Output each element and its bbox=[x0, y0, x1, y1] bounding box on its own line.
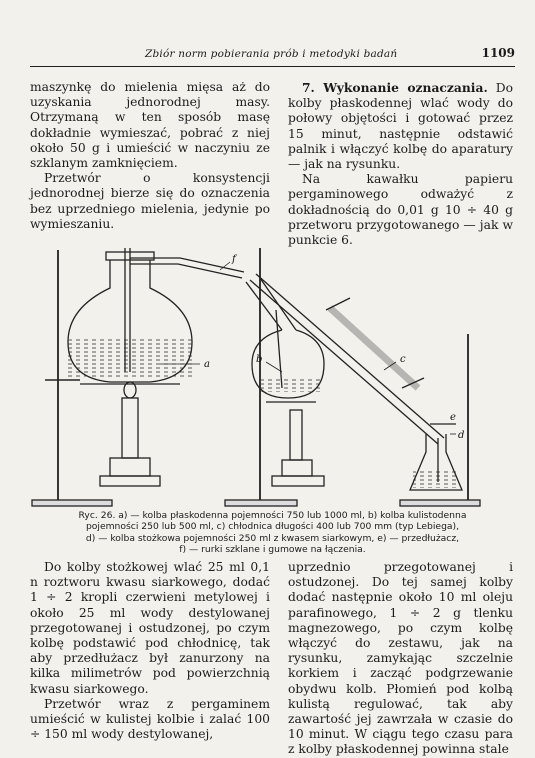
paragraph bbox=[288, 80, 513, 172]
paragraph: maszynkę do mielenia mięsa aż do uzyskania jednorodnej masy. Otrzymaną w ten sposób masę dokładnie wymieszać, pobrać z niej około 50 g i umieścić w naczyniu ze szklanym zamknięciem. bbox=[30, 80, 270, 171]
apparatus-figure bbox=[20, 238, 520, 510]
column-top-right bbox=[288, 80, 513, 248]
label-d: d bbox=[458, 430, 465, 441]
label-e: e bbox=[450, 412, 456, 423]
caption-line: Ryc. 26. a) — kolba płaskodenna pojemności 750 lub 1000 ml, b) kolba kulistodenna bbox=[78, 510, 467, 521]
paragraph: Do kolby stożkowej wlać 25 ml 0,1 n roztworu kwasu siarkowego, dodać 1 ÷ 2 kropli czerwieni metylowej i około 25 ml wody destylowanej przegotowanej i ostudzonej, po czym kolbę podstawić pod chłodnicę, tak aby przedłużacz był zanurzony na kilka milimetrów pod powierzchnią kwasu siarkowego. bbox=[30, 560, 270, 696]
paragraph: Na kawałku papieru pergaminowego odważyć z dokładnością do 0,01 g 10 ÷ 40 g przetworu przygotowanego — jak w punkcie 6. bbox=[288, 172, 513, 248]
label-c: c bbox=[400, 354, 406, 365]
column-bottom-left bbox=[30, 560, 270, 742]
label-f: f bbox=[232, 254, 236, 265]
paragraph: Przetwór o konsystencji jednorodnej bierze się do oznaczenia bez uprzedniego mielenia, jedynie po wymieszaniu. bbox=[30, 171, 270, 231]
label-b: b bbox=[256, 354, 263, 365]
distillation-apparatus-drawing bbox=[20, 238, 520, 510]
column-bottom-right bbox=[288, 560, 513, 758]
paragraph: Przetwór wraz z pergaminem umieścić w kulistej kolbie i zalać 100 ÷ 150 ml wody destylowanej, bbox=[30, 696, 270, 742]
column-top-left bbox=[30, 80, 270, 232]
figure-caption bbox=[30, 510, 515, 556]
caption-line: f) — rurki szklane i gumowe na łączenia. bbox=[179, 544, 366, 556]
paragraph-text: Do kolby płaskodennej wlać wody do połowy objętości i gotować przez 15 minut, następnie odstawić palnik i włączyć kolbę do aparatury — jak na rysunku. bbox=[288, 81, 513, 172]
paragraph: uprzednio przegotowanej i ostudzonej. Do tej samej kolby dodać następnie około 10 ml oleju parafinowego, 1 ÷ 2 g tlenku magnezowego, po czym kolbę włączyć do zestawu, jak na rysunku, zamykając szczelnie korkiem i zacząć podgrzewanie obydwu kolb. Płomień pod kolbą kulistą regulować, tak aby zawartość jej zawrzała w czasie do 10 minut. W ciągu tego czasu para z kolby płaskodennej powinna stale bbox=[288, 560, 513, 757]
running-title: Zbiór norm pobierania prób i metodyki badań bbox=[145, 48, 398, 60]
label-a: a bbox=[204, 359, 210, 370]
caption-line: d) — kolba stożkowa pojemności 250 ml z kwasem siarkowym, e) — przedłużacz, bbox=[85, 532, 460, 544]
page-header bbox=[30, 44, 515, 67]
caption-line: pojemności 250 lub 500 ml, c) chłodnica długości 400 lub 700 mm (typ Lebiega), bbox=[85, 521, 460, 533]
section-heading: 7. Wykonanie oznaczania. bbox=[302, 80, 488, 95]
page-number: 1109 bbox=[481, 46, 515, 60]
